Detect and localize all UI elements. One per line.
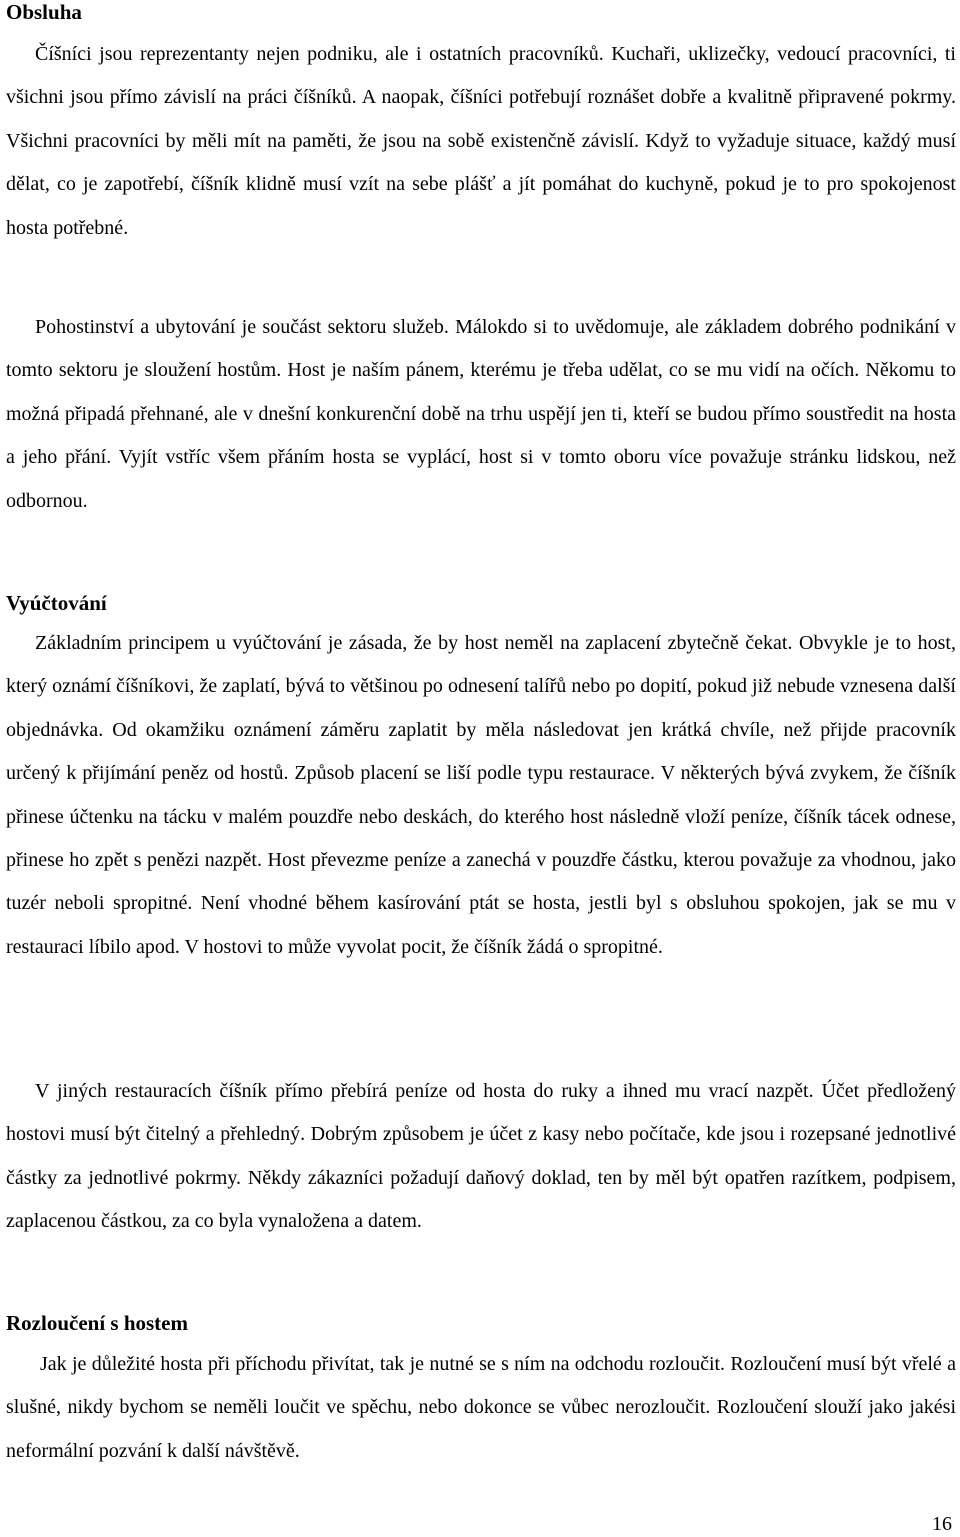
paragraph-obsluha-2: Pohostinství a ubytování je součást sektoru služeb. Málokdo si to uvědomuje, ale základem dobrého podnikání v tomto sektoru je sloužení hostům. Host je naším pánem, kterému je třeba udělat, co se mu vidí na očích. Někomu to možná připadá přehnané, ale v dnešní konkurenční době na trhu uspějí jen ti, kteří se budou přímo soustředit na hosta a jeho přání. Vyjít vstříc všem přáním hosta se vyplácí, host si v tomto oboru více považuje stránku lidskou, než odbornou. — [6, 316, 956, 512]
section-heading-vyuctovani: Vyúčtování — [6, 591, 107, 615]
paragraph-vyuctovani-2: V jiných restauracích číšník přímo přebírá peníze od hosta do ruky a ihned mu vrací nazpět. Účet předložený hostovi musí být čitelný a přehledný. Dobrým způsobem je účet z kasy nebo počítače, kde jsou i rozepsané jednotlivé částky za jednotlivé pokrmy. Někdy zákazníci požadují daňový doklad, ten by měl být opatřen razítkem, podpisem, zaplacenou částkou, za co byla vynaložena a datem. — [6, 1080, 956, 1233]
page-number: 16 — [932, 1513, 952, 1535]
section-heading-rozlouceni: Rozloučení s hostem — [6, 1311, 188, 1335]
paragraph-obsluha-1: Číšníci jsou reprezentanty nejen podniku, ale i ostatních pracovníků. Kuchaři, uklizečky, vedoucí pracovníci, ti všichni jsou přímo závislí na práci číšníků. A naopak, číšníci potřebují roznášet dobře a kvalitně připravené pokrmy. Všichni pracovníci by měli mít na paměti, že jsou na sobě existenčně závislí. Když to vyžaduje situace, každý musí dělat, co je zapotřebí, číšník klidně musí vzít na sebe plášť a jít pomáhat do kuchyně, pokud je to pro spokojenost hosta potřebné. — [6, 43, 956, 239]
paragraph-rozlouceni-1: Jak je důležité hosta při příchodu přivítat, tak je nutné se s ním na odchodu rozloučit. Rozloučení musí být vřelé a slušné, nikdy bychom se neměli loučit ve spěchu, nebo dokonce se vůbec nerozloučit. Rozloučení slouží jako jakési neformální pozvání k další návštěvě. — [6, 1353, 956, 1462]
paragraph-vyuctovani-1: Základním principem u vyúčtování je zásada, že by host neměl na zaplacení zbytečně čekat. Obvykle je to host, který oznámí číšníkovi, že zaplatí, bývá to většinou po odnesení talířů nebo po dopití, pokud již nebude vznesena další objednávka. Od okamžiku oznámení záměru zaplatit by měla následovat jen krátká chvíle, než přijde pracovník určený k přijímání peněz od hostů. Způsob placení se liší podle typu restaurace. V některých bývá zvykem, že číšník přinese účtenku na tácku v malém pouzdře nebo deskách, do kterého host následně vloží peníze, číšník tácek odnese, přinese ho zpět s penězi nazpět. Host převezme peníze a zanechá v pouzdře částku, kterou považuje za vhodnou, jako tuzér neboli spropitné. Není vhodné během kasírování ptát se hosta, jestli byl s obsluhou spokojen, jak se mu v restauraci líbilo apod. V hostovi to může vyvolat pocit, že číšník žádá o spropitné. — [6, 632, 956, 958]
section-heading-obsluha: Obsluha — [6, 0, 82, 24]
